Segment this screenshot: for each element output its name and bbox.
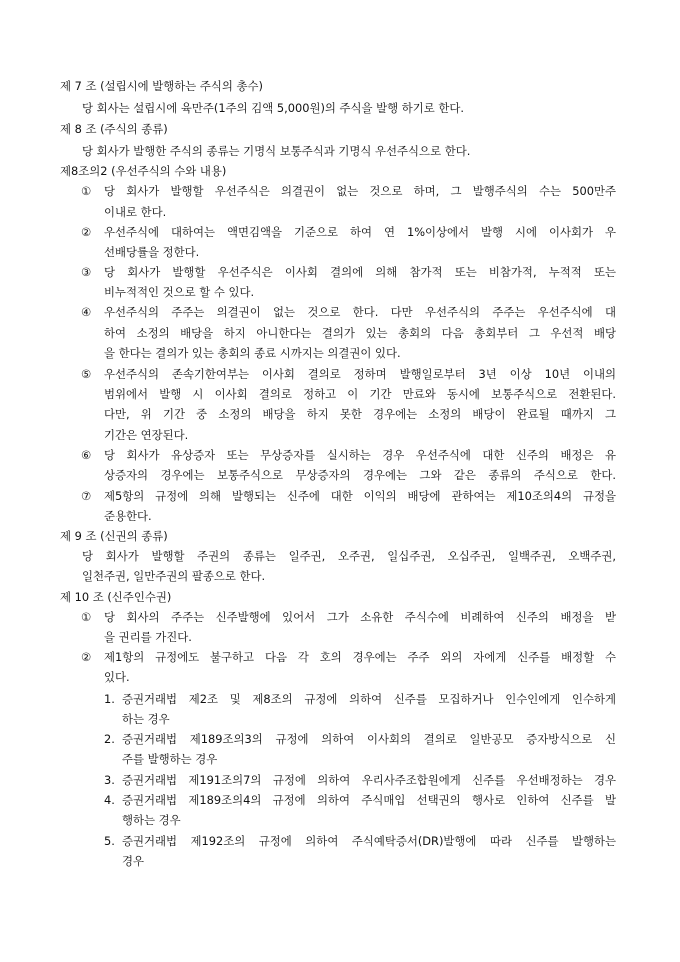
article-7-body: 당 회사는 설립시에 육만주(1주의 김액 5,000원)의 주식을 발행 하기로 한다.	[82, 101, 465, 115]
clause-text-line: 당 회사가 발행할 우선주식은 이사회 결의에 의해 참가적 또는 비참가적, 누적적 또는	[104, 265, 616, 279]
clause-text-line: 선배당률을 정한다.	[104, 245, 200, 259]
subclause-text-line: 증권거래법 제2조 및 제8조의 규정에 의하여 신주를 모집하거나 인수인에게 인수하게	[122, 692, 616, 706]
subclause-number: 4.	[104, 793, 115, 807]
article-7-heading: 제 7 조 (설립시에 발행하는 주식의 총수)	[60, 79, 263, 93]
clause-number: ⑦	[81, 489, 92, 503]
clause-text-line: 제5항의 규정에 의해 발행되는 신주에 대한 이익의 배당에 관하여는 제10조의4의 규정을	[104, 489, 616, 503]
subclause-text-line: 증권거래법 제191조의7의 규정에 의하여 우리사주조합원에게 신주를 우선배정하는 경우	[122, 773, 616, 787]
clause-text-line: 당 회사의 주주는 신주발행에 있어서 그가 소유한 주식수에 비례하여 신주의 배정을 받	[104, 610, 616, 624]
subclause-text-line: 증권거래법 제192조의 규정에 의하여 주식예탁증서(DR)발행에 따라 신주를 발행하는	[122, 834, 616, 848]
clause-text-line: 이내로 한다.	[104, 205, 167, 219]
article-9-body-line: 당 회사가 발행할 주권의 종류는 일주권, 오주권, 일십주권, 오십주권, 일백주권, 오백주권,	[82, 549, 616, 563]
article-8-heading: 제 8 조 (주식의 종류)	[60, 122, 168, 136]
article-10-heading: 제 10 조 (신주인수권)	[60, 590, 172, 604]
clause-number: ①	[81, 610, 92, 624]
subclause-number: 5.	[104, 834, 115, 848]
article-9-body-line: 일천주권, 일만주권의 팔종으로 한다.	[82, 569, 266, 583]
clause-text-line: 을 권리를 가진다.	[104, 630, 192, 644]
clause-number: ③	[81, 265, 92, 279]
clause-number: ⑤	[81, 367, 92, 381]
subclause-text-line: 증권거래법 제189조의3의 규정에 의하여 이사회의 결의로 일반공모 증자방식으로 신	[122, 732, 616, 746]
clause-text-line: 상증자의 경우에는 보통주식으로 무상증자의 경우에는 그와 같은 종류의 주식으로 한다.	[104, 468, 616, 482]
clause-text-line: 있다.	[104, 670, 130, 684]
clause-text-line: 우선주식의 존속기한여부는 이사회 결의로 정하며 발행일로부터 3년 이상 10년 이내의	[104, 367, 616, 381]
article-9-heading: 제 9 조 (신권의 종류)	[60, 529, 168, 543]
clause-text-line: 을 한다는 결의가 있는 총회의 종료 시까지는 의결권이 있다.	[104, 346, 401, 360]
clause-text-line: 우선주식의 주주는 의결권이 없는 것으로 한다. 다만 우선주식의 주주는 우선주식에 대	[104, 305, 616, 319]
subclause-number: 1.	[104, 692, 115, 706]
subclause-text-line: 경우	[122, 854, 145, 868]
subclause-text-line: 증권거래법 제189조의4의 규정에 의하여 주식매입 선택권의 행사로 인하여 신주를 발	[122, 793, 616, 807]
clause-text-line: 기간은 연장된다.	[104, 428, 189, 442]
clause-text-line: 준용한다.	[104, 509, 152, 523]
clause-number: ④	[81, 305, 92, 319]
subclause-number: 2.	[104, 732, 115, 746]
article-8-2-heading: 제8조의2 (우선주식의 수와 내용)	[60, 164, 227, 178]
clause-text-line: 우선주식에 대하여는 액면김액을 기준으로 하여 연 1%이상에서 발행 시에 이사회가 우	[104, 225, 616, 239]
clause-text-line: 제1항의 규정에도 불구하고 다음 각 호의 경우에는 주주 외의 자에게 신주를 배정할 수	[104, 650, 616, 664]
subclause-number: 3.	[104, 773, 115, 787]
clause-text-line: 비누적적인 것으로 할 수 있다.	[104, 285, 255, 299]
clause-number: ⑥	[81, 448, 92, 462]
subclause-text-line: 주를 발행하는 경우	[122, 752, 218, 766]
clause-number: ②	[81, 225, 92, 239]
clause-text-line: 다만, 위 기간 중 소정의 배당을 하지 못한 경우에는 소정의 배당이 완료될 때까지 그	[104, 407, 616, 421]
clause-text-line: 범위에서 발행 시 이사회 결의로 정하고 이 기간 만료와 동시에 보통주식으로 전환된다.	[104, 387, 616, 401]
article-8-body: 당 회사가 발행한 주식의 종류는 기명식 보통주식과 기명식 우선주식으로 한다.	[82, 144, 471, 158]
clause-text-line: 당 회사가 발행할 우선주식은 의결권이 없는 것으로 하며, 그 발행주식의 수는 500만주	[104, 184, 616, 198]
clause-text-line: 하여 소정의 배당을 하지 아니한다는 결의가 있는 총회의 다음 총회부터 그 우선적 배당	[104, 326, 616, 340]
subclause-text-line: 하는 경우	[122, 712, 170, 726]
clause-number: ②	[81, 650, 92, 664]
clause-number: ①	[81, 184, 92, 198]
clause-text-line: 당 회사가 유상증자 또는 무상증자를 실시하는 경우 우선주식에 대한 신주의 배정은 유	[104, 448, 616, 462]
subclause-text-line: 행하는 경우	[122, 813, 181, 827]
